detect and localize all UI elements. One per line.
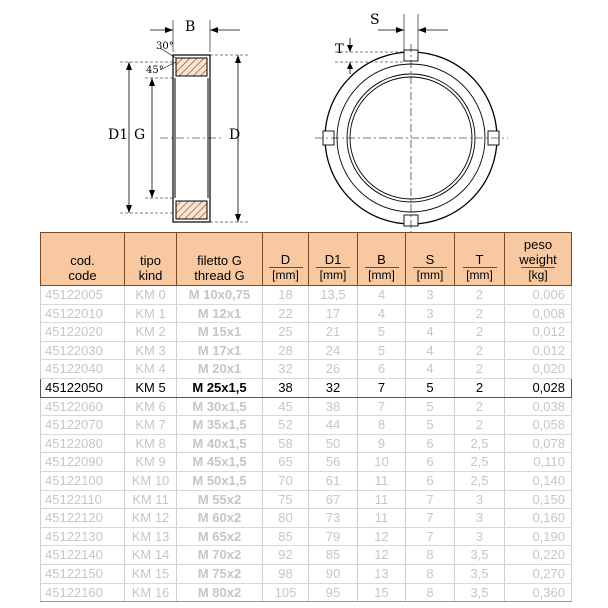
- cell-weight: 0,058: [505, 416, 572, 435]
- cell-weight: 0,012: [505, 323, 572, 342]
- cell-s: 5: [406, 397, 455, 416]
- cell-kind: KM 15: [125, 564, 177, 583]
- cell-t: 2: [455, 360, 505, 379]
- cell-s: 8: [406, 546, 455, 565]
- header-label: tipo: [140, 253, 161, 268]
- cell-thread: M 35x1,5: [177, 416, 263, 435]
- cell-kind: KM 12: [125, 509, 177, 528]
- cell-weight: 0,038: [505, 397, 572, 416]
- cell-thread: M 12x1: [177, 304, 263, 323]
- cell-d1: 26: [309, 360, 358, 379]
- cell-d1: 90: [309, 564, 358, 583]
- cell-kind: KM 11: [125, 490, 177, 509]
- header-label: T: [475, 252, 484, 267]
- cell-b: 7: [358, 397, 406, 416]
- table-row: [41, 360, 572, 379]
- cell-d1: 50: [309, 434, 358, 453]
- cell-weight: 0,006: [505, 286, 572, 305]
- cell-d: 22: [263, 304, 309, 323]
- cell-code: 45122050: [41, 378, 125, 397]
- cell-s: 3: [406, 304, 455, 323]
- cell-code: 45122040: [41, 360, 125, 379]
- label-g: G: [134, 127, 146, 143]
- cell-d1: 61: [309, 471, 358, 490]
- cell-t: 3,5: [455, 546, 505, 565]
- label-t: T: [335, 42, 344, 57]
- cell-d1: 17: [309, 304, 358, 323]
- cell-kind: KM 14: [125, 546, 177, 565]
- cell-d: 32: [263, 360, 309, 379]
- lock-nut-drawing: [0, 0, 608, 232]
- header-t: [455, 233, 505, 286]
- table-row: [41, 323, 572, 342]
- cell-code: 45122120: [41, 509, 125, 528]
- table-row: [41, 509, 572, 528]
- cell-d: 18: [263, 286, 309, 305]
- cell-d: 45: [263, 397, 309, 416]
- cell-s: 5: [406, 416, 455, 435]
- cell-b: 4: [358, 304, 406, 323]
- table-header-row: [41, 233, 572, 286]
- header-unit: [mm]: [269, 267, 303, 283]
- cell-d: 52: [263, 416, 309, 435]
- cell-kind: KM 7: [125, 416, 177, 435]
- header-label: kind: [138, 268, 163, 283]
- cell-s: 8: [406, 583, 455, 602]
- cell-t: 3,5: [455, 583, 505, 602]
- cell-b: 12: [358, 527, 406, 546]
- cell-d1: 44: [309, 416, 358, 435]
- header-s: [406, 233, 455, 286]
- cell-d1: 73: [309, 509, 358, 528]
- side-section-view: [108, 19, 250, 222]
- header-kind: [125, 233, 177, 286]
- header-label: D1: [324, 252, 342, 267]
- cell-d: 70: [263, 471, 309, 490]
- cell-s: 6: [406, 471, 455, 490]
- header-unit: [mm]: [413, 267, 447, 283]
- cell-t: 2,5: [455, 434, 505, 453]
- cell-b: 8: [358, 416, 406, 435]
- cell-code: 45122080: [41, 434, 125, 453]
- label-angle-30: 30°: [156, 41, 174, 52]
- header-weight: [505, 233, 572, 286]
- table-row: [41, 286, 572, 305]
- cell-s: 3: [406, 286, 455, 305]
- bottom-section-hatch: [176, 201, 207, 219]
- header-label: filetto G: [197, 253, 242, 268]
- cell-d1: 79: [309, 527, 358, 546]
- header-thread: [177, 233, 263, 286]
- cell-weight: 0,008: [505, 304, 572, 323]
- cell-s: 7: [406, 490, 455, 509]
- cell-d1: 24: [309, 341, 358, 360]
- cell-d1: 32: [309, 378, 358, 397]
- cell-code: 45122100: [41, 471, 125, 490]
- cell-b: 10: [358, 453, 406, 472]
- table-row: [41, 527, 572, 546]
- cell-b: 11: [358, 490, 406, 509]
- cell-weight: 0,028: [505, 378, 572, 397]
- cell-kind: KM 9: [125, 453, 177, 472]
- cell-d: 85: [263, 527, 309, 546]
- cell-thread: M 17x1: [177, 341, 263, 360]
- cell-kind: KM 4: [125, 360, 177, 379]
- cell-weight: 0,220: [505, 546, 572, 565]
- cell-t: 2: [455, 416, 505, 435]
- cell-weight: 0,110: [505, 453, 572, 472]
- cell-code: 45122005: [41, 286, 125, 305]
- cell-s: 4: [406, 341, 455, 360]
- header-b: [358, 233, 406, 286]
- cell-t: 2,5: [455, 453, 505, 472]
- cell-t: 2: [455, 397, 505, 416]
- cell-s: 7: [406, 509, 455, 528]
- table-body: [41, 286, 572, 602]
- cell-s: 6: [406, 434, 455, 453]
- cell-weight: 0,078: [505, 434, 572, 453]
- cell-d1: 85: [309, 546, 358, 565]
- cell-d: 38: [263, 378, 309, 397]
- header-d: [263, 233, 309, 286]
- cell-d: 105: [263, 583, 309, 602]
- table-row: [41, 546, 572, 565]
- cell-t: 3,5: [455, 564, 505, 583]
- cell-kind: KM 5: [125, 378, 177, 397]
- label-b: B: [185, 19, 196, 35]
- cell-thread: M 45x1,5: [177, 453, 263, 472]
- cell-t: 2: [455, 378, 505, 397]
- cell-thread: M 70x2: [177, 546, 263, 565]
- table-row: [41, 416, 572, 435]
- cell-thread: M 20x1: [177, 360, 263, 379]
- table-row: [41, 471, 572, 490]
- cell-kind: KM 8: [125, 434, 177, 453]
- table-row: [41, 304, 572, 323]
- cell-b: 9: [358, 434, 406, 453]
- cell-b: 4: [358, 286, 406, 305]
- cell-thread: M 25x1,5: [177, 378, 263, 397]
- cell-b: 15: [358, 583, 406, 602]
- cell-thread: M 15x1: [177, 323, 263, 342]
- cell-t: 3: [455, 490, 505, 509]
- header-d1: [309, 233, 358, 286]
- header-label: peso: [523, 237, 553, 252]
- cell-d: 80: [263, 509, 309, 528]
- cell-code: 45122130: [41, 527, 125, 546]
- cell-d: 75: [263, 490, 309, 509]
- header-label: D: [280, 252, 291, 267]
- cell-d1: 95: [309, 583, 358, 602]
- cell-thread: M 10x0,75: [177, 286, 263, 305]
- cell-b: 11: [358, 471, 406, 490]
- cell-kind: KM 0: [125, 286, 177, 305]
- cell-kind: KM 6: [125, 397, 177, 416]
- cell-b: 5: [358, 341, 406, 360]
- spec-table: [40, 232, 572, 602]
- cell-kind: KM 16: [125, 583, 177, 602]
- cell-weight: 0,160: [505, 509, 572, 528]
- cell-d: 65: [263, 453, 309, 472]
- header-label: code: [68, 268, 97, 283]
- cell-d1: 38: [309, 397, 358, 416]
- label-s: S: [370, 12, 380, 28]
- table-row: [41, 397, 572, 416]
- cell-b: 12: [358, 546, 406, 565]
- header-label: weight: [519, 252, 557, 267]
- cell-t: 2: [455, 286, 505, 305]
- cell-weight: 0,020: [505, 360, 572, 379]
- cell-code: 45122140: [41, 546, 125, 565]
- cell-d: 92: [263, 546, 309, 565]
- cell-thread: M 30x1,5: [177, 397, 263, 416]
- cell-code: 45122060: [41, 397, 125, 416]
- cell-d1: 21: [309, 323, 358, 342]
- header-unit: [mm]: [365, 267, 399, 283]
- top-section-hatch: [176, 58, 207, 76]
- cell-thread: M 80x2: [177, 583, 263, 602]
- cell-kind: KM 2: [125, 323, 177, 342]
- cell-code: 45122070: [41, 416, 125, 435]
- cell-t: 3: [455, 509, 505, 528]
- cell-s: 4: [406, 323, 455, 342]
- cell-b: 5: [358, 323, 406, 342]
- cell-weight: 0,150: [505, 490, 572, 509]
- cell-weight: 0,360: [505, 583, 572, 602]
- cell-t: 2: [455, 341, 505, 360]
- cell-code: 45122090: [41, 453, 125, 472]
- table-row: [41, 341, 572, 360]
- cell-code: 45122010: [41, 304, 125, 323]
- cell-d: 25: [263, 323, 309, 342]
- cell-code: 45122160: [41, 583, 125, 602]
- header-code: [41, 233, 125, 286]
- cell-code: 45122020: [41, 323, 125, 342]
- cell-d: 98: [263, 564, 309, 583]
- table-row: [41, 378, 572, 397]
- front-view: [315, 12, 508, 232]
- cell-d: 28: [263, 341, 309, 360]
- cell-kind: KM 10: [125, 471, 177, 490]
- cell-code: 45122030: [41, 341, 125, 360]
- header-unit: [mm]: [463, 267, 497, 283]
- table-row: [41, 453, 572, 472]
- cell-weight: 0,270: [505, 564, 572, 583]
- cell-d1: 13,5: [309, 286, 358, 305]
- cell-thread: M 55x2: [177, 490, 263, 509]
- header-label: cod.: [70, 253, 95, 268]
- cell-weight: 0,190: [505, 527, 572, 546]
- cell-weight: 0,140: [505, 471, 572, 490]
- table-row: [41, 490, 572, 509]
- cell-d: 58: [263, 434, 309, 453]
- cell-thread: M 75x2: [177, 564, 263, 583]
- header-unit: [kg]: [521, 267, 555, 283]
- table-row: [41, 583, 572, 602]
- cell-t: 2: [455, 304, 505, 323]
- label-angle-45: 45°: [146, 65, 164, 76]
- cell-d1: 67: [309, 490, 358, 509]
- label-d1: D1: [108, 127, 129, 143]
- cell-b: 11: [358, 509, 406, 528]
- cell-thread: M 50x1,5: [177, 471, 263, 490]
- header-unit: [mm]: [316, 267, 350, 283]
- cell-code: 45122150: [41, 564, 125, 583]
- cell-weight: 0,012: [505, 341, 572, 360]
- cell-s: 7: [406, 527, 455, 546]
- cell-t: 3: [455, 527, 505, 546]
- header-label: S: [425, 252, 435, 267]
- cell-thread: M 40x1,5: [177, 434, 263, 453]
- header-label: thread G: [194, 268, 245, 283]
- table-row: [41, 434, 572, 453]
- cell-kind: KM 13: [125, 527, 177, 546]
- label-d: D: [229, 127, 241, 143]
- cell-s: 6: [406, 453, 455, 472]
- cell-s: 8: [406, 564, 455, 583]
- cell-kind: KM 1: [125, 304, 177, 323]
- cell-thread: M 60x2: [177, 509, 263, 528]
- cell-kind: KM 3: [125, 341, 177, 360]
- cell-t: 2: [455, 323, 505, 342]
- cell-s: 5: [406, 378, 455, 397]
- header-label: B: [377, 252, 386, 267]
- cell-b: 13: [358, 564, 406, 583]
- table-row: [41, 564, 572, 583]
- cell-t: 2,5: [455, 471, 505, 490]
- cell-code: 45122110: [41, 490, 125, 509]
- cell-s: 4: [406, 360, 455, 379]
- cell-b: 7: [358, 378, 406, 397]
- cell-thread: M 65x2: [177, 527, 263, 546]
- cell-d1: 56: [309, 453, 358, 472]
- cell-b: 6: [358, 360, 406, 379]
